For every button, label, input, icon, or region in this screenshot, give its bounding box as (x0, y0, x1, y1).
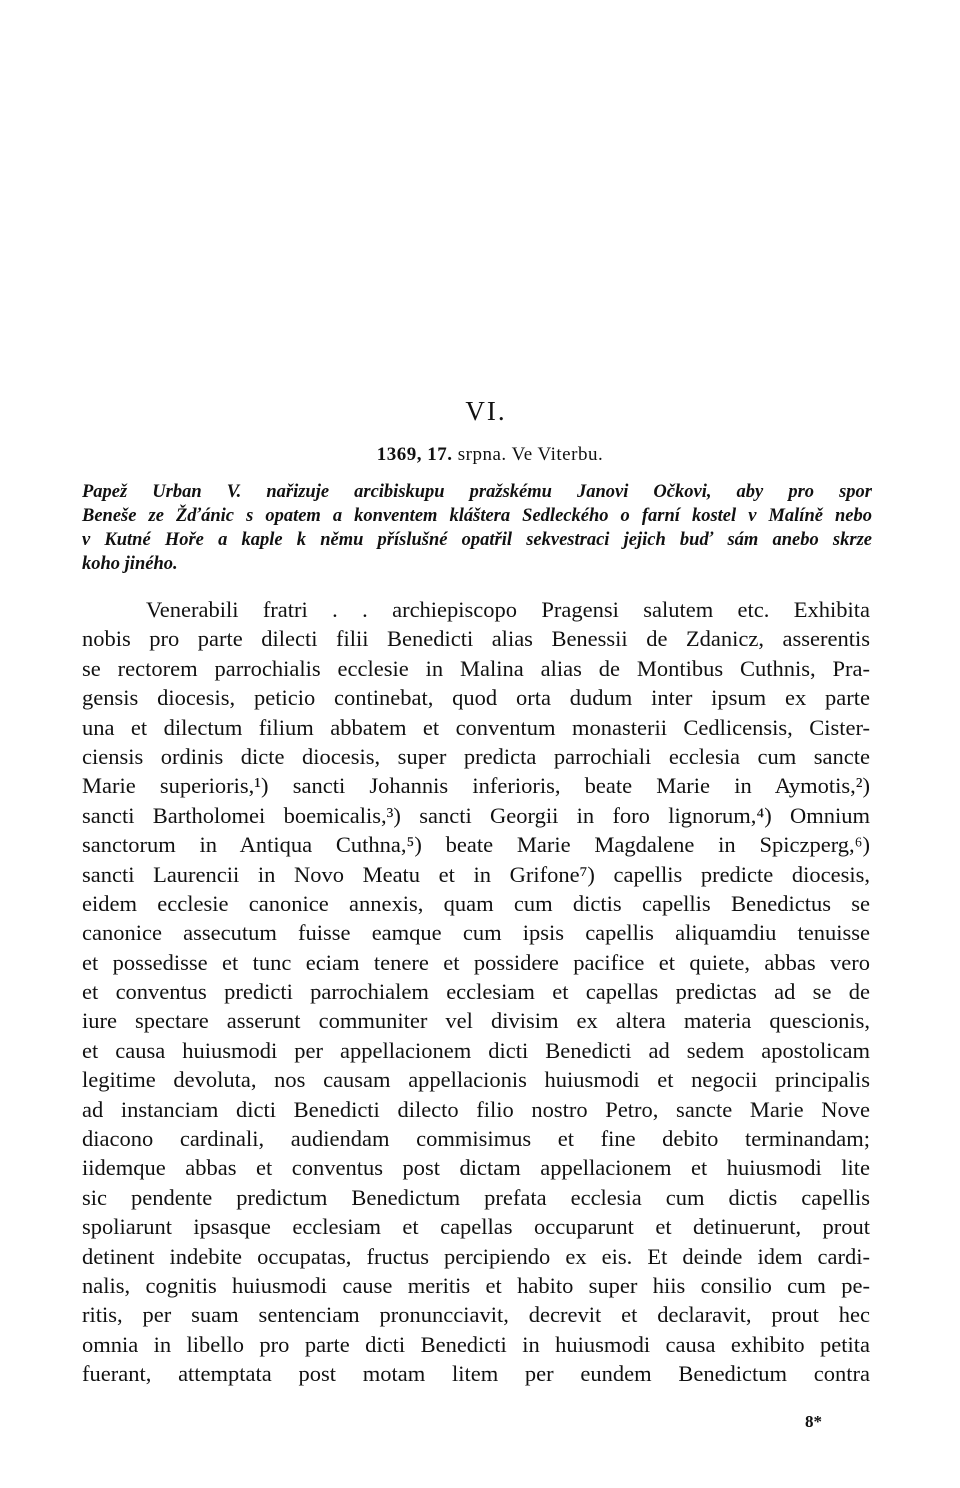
body-line: Venerabili fratri . . archiepiscopo Pragensi salutem etc. Exhibita (146, 597, 870, 622)
body-line: eidem ecclesie canonice annexis, quam cum dictis capellis Benedictus se (82, 890, 870, 916)
body-line: ritis, per suam sentenciam pronuncciavit, decrevit et declaravit, prout hec (82, 1302, 870, 1328)
regest-summary (82, 480, 872, 576)
dateline (0, 444, 960, 466)
body-line: omnia in libello pro parte dicti Benedicti in huiusmodi causa exhibito petita (82, 1331, 870, 1357)
body-line: Marie superioris,¹) sancti Johannis inferioris, beate Marie in Aymotis,²) (82, 773, 870, 799)
body-line: fuerant, attemptata post motam litem per eundem Benedictum contra (82, 1361, 870, 1387)
body-line: et possedisse et tunc eciam tenere et possidere pacifice et quiete, abbas vero (82, 949, 870, 975)
body-line: ad instanciam dicti Benedicti dilecto filio nostro Petro, sancte Marie Nove (82, 1096, 870, 1122)
body-line: diacono cardinali, audiendam commisimus et fine debito terminandam; (82, 1126, 870, 1152)
body-line: iure spectare asserunt communiter vel divisim ex altera materia quescionis, (82, 1008, 870, 1034)
body-line: et causa huiusmodi per appellacionem dicti Benedicti ad sedem apostolicam (82, 1037, 870, 1063)
regest-line: koho jiného. (82, 554, 178, 574)
body-line: spoliarunt ipsasque ecclesiam et capellas occuparunt et detinuerunt, prout (82, 1214, 870, 1240)
body-line: legitime devoluta, nos causam appellacionis huiusmodi et negocii principalis (82, 1067, 870, 1093)
latin-body-text (82, 595, 870, 1389)
body-line: nobis pro parte dilecti filii Benedicti alias Benessii de Zdanicz, asserentis (82, 626, 870, 652)
body-line: detinent indebite occupatas, fructus percipiendo ex eis. Et deinde idem cardi- (82, 1243, 870, 1269)
dateline-date: 1369, 17. (376, 444, 453, 465)
dateline-place: srpna. Ve Viterbu. (457, 444, 604, 465)
document-number: VI. (465, 396, 507, 426)
body-line: se rectorem parrochialis ecclesie in Malina alias de Montibus Cuthnis, Pra- (82, 655, 870, 681)
body-line: ciensis ordinis dicte diocesis, super predicta parrochiali ecclesia cum sancte (82, 743, 870, 769)
regest-line: Papež Urban V. nařizuje arcibiskupu pražskému Janovi Očkovi, aby pro spor (82, 482, 872, 502)
regest-line: v Kutné Hoře a kaple k němu příslušné opatřil sekvestraci jejich buď sám anebo skrze (82, 530, 872, 550)
regest-line: Beneše ze Žďánic s opatem a konventem kláštera Sedleckého o farní kostel v Malíně nebo (82, 506, 872, 526)
body-line: canonice assecutum fuisse eamque cum ipsis capellis aliquamdiu tenuisse (82, 920, 870, 946)
body-line: una et dilectum filium abbatem et conventum monasterii Cedlicensis, Cister- (82, 714, 870, 740)
body-line: gensis diocesis, peticio continebat, quod orta dudum inter ipsum ex parte (82, 685, 870, 711)
body-line: iidemque abbas et conventus post dictam appellacionem et huiusmodi lite (82, 1155, 870, 1181)
body-line: sancti Laurencii in Novo Meatu et in Grifone⁷) capellis predicte diocesis, (82, 861, 870, 887)
body-line: sanctorum in Antiqua Cuthna,⁵) beate Marie Magdalene in Spiczperg,⁶) (82, 832, 870, 858)
body-line: sancti Bartholomei boemicalis,³) sancti Georgii in foro lignorum,⁴) Omnium (82, 802, 870, 828)
body-line: et conventus predicti parrochialem ecclesiam et capellas predictas ad se de (82, 979, 870, 1005)
body-line: sic pendente predictum Benedictum prefata ecclesia cum dictis capellis (82, 1184, 870, 1210)
signature-mark: 8* (805, 1412, 822, 1431)
body-line: nalis, cognitis huiusmodi cause meritis et habito super hiis consilio cum pe- (82, 1272, 870, 1298)
